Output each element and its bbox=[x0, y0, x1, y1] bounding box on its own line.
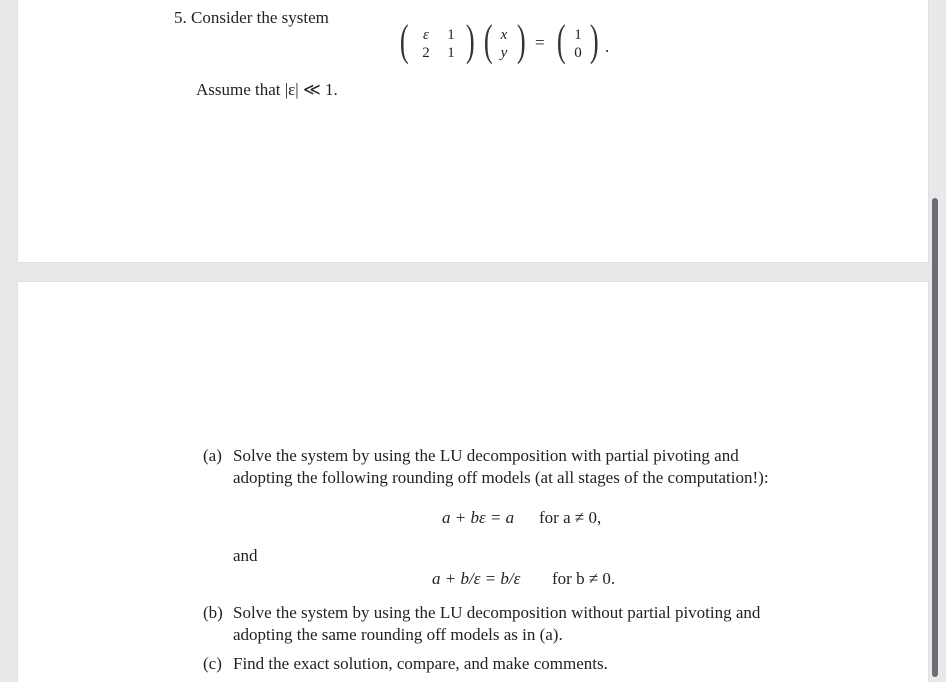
equation-1-condition: for a ≠ 0, bbox=[539, 508, 602, 527]
scrollbar[interactable] bbox=[932, 198, 938, 677]
left-paren: ( bbox=[399, 16, 409, 65]
right-paren: ) bbox=[516, 16, 526, 65]
assumption-text: Assume that |ε| ≪ 1. bbox=[196, 80, 338, 99]
right-paren: ) bbox=[589, 16, 599, 65]
part-a-label: (a) bbox=[203, 446, 222, 465]
rhs-cell: 1 bbox=[574, 27, 582, 43]
part-b-text: adopting the same rounding off models as in (a). bbox=[233, 625, 563, 644]
and-text: and bbox=[233, 546, 258, 565]
vector-cell: y bbox=[500, 45, 508, 61]
part-b-text: Solve the system by using the LU decomposition without partial pivoting and bbox=[233, 603, 761, 622]
equation-1: a + bε = a bbox=[442, 508, 515, 527]
pdf-page-2 bbox=[18, 282, 928, 682]
period: . bbox=[605, 37, 610, 56]
part-b-label: (b) bbox=[203, 603, 223, 622]
problem-title: 5. Consider the system bbox=[174, 8, 329, 27]
right-paren: ) bbox=[465, 16, 475, 65]
rhs-cell: 0 bbox=[574, 45, 582, 61]
part-c-label: (c) bbox=[203, 654, 222, 673]
part-c-text: Find the exact solution, compare, and make comments. bbox=[233, 654, 608, 673]
left-paren: ( bbox=[556, 16, 566, 65]
equals-sign: = bbox=[535, 33, 545, 52]
equation-2: a + b/ε = b/ε bbox=[432, 569, 521, 588]
matrix-cell: 2 bbox=[422, 45, 430, 61]
equation-2-condition: for b ≠ 0. bbox=[552, 569, 616, 588]
matrix-cell: ε bbox=[423, 27, 429, 43]
left-paren: ( bbox=[483, 16, 493, 65]
matrix-cell: 1 bbox=[447, 27, 455, 43]
part-a-text: Solve the system by using the LU decomposition with partial pivoting and bbox=[233, 446, 739, 465]
pdf-page-1 bbox=[18, 0, 928, 262]
matrix-cell: 1 bbox=[447, 45, 455, 61]
vector-cell: x bbox=[500, 27, 508, 43]
part-a-text: adopting the following rounding off models (at all stages of the computation!): bbox=[233, 468, 769, 487]
